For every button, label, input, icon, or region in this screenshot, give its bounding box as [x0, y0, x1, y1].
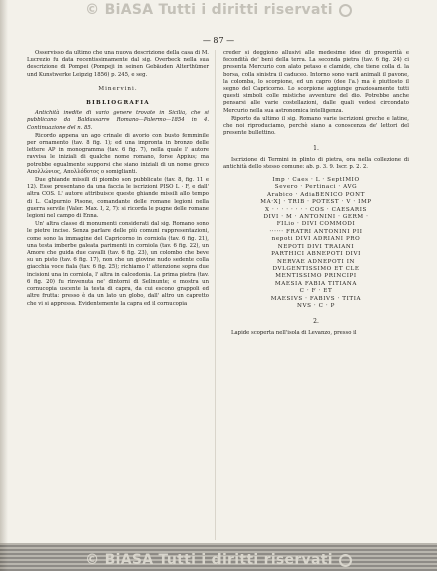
inscription-line: Arabico · AdiaBENICO PONT: [267, 191, 365, 198]
inscription-line: NVS · C · P: [296, 302, 336, 309]
page-edge-shadow: [0, 0, 8, 571]
inscription-number: 2.: [313, 318, 319, 326]
watermark-bottom: [0, 552, 437, 568]
column-divider: [215, 50, 216, 540]
paragraph: Lapide scoperta nell'isola di Levanzo, presso il: [231, 329, 357, 336]
inscription-line: MENTISSIMO PRINCIPI: [275, 273, 357, 280]
inscription-block: [223, 177, 409, 310]
paragraph: Osservisso da ultimo che una nuova descrizione della casa di M. Lucrezio fu data recentissimamente dal sig. Overbeck nella sua descrizione di Pompei (Pompeji in seinen Gebäuden Alterthümer und Kunstwerke Leipzig 1856) p. 245, e seg.: [27, 50, 209, 78]
watermark-seal-icon: [339, 554, 352, 567]
watermark-top: [0, 2, 437, 18]
inscription-line: Imp · Caes · L · SeptIMIO: [272, 177, 360, 184]
inscription-line: nepoti DIVI ADRIANI PRO: [271, 236, 361, 243]
inscription-number: 1.: [313, 145, 319, 153]
inscription-line: ······ FRATRI ANTONINI PII: [269, 228, 363, 235]
inscription-line: MAESIA FABIA TITIANA: [274, 280, 358, 287]
inscription-line: X · · · · · · · · COS · CAESARIS: [265, 206, 367, 213]
inscription-line: DIVI · M · ANTONINI · GERM ·: [263, 214, 369, 221]
inscription-line: PARTHICI ABNEPOTI DIVI: [271, 251, 361, 258]
section-title: BIBLIOGRAFIA: [86, 100, 150, 107]
paragraph: creder si deggiono allusivi alle medesime idee di prosperità e fecondità de' beni della terra. La seconda pietra (tav. 6 fig. 24) ci presenta Mercurio con alato petaso e clamide, che tiene colla d. la borsa, colla sinistra il caduceo. Intorno sono varii animali il pavone, la colomba, lo scorpione, ed un capro (dee l'a.) ma è piuttosto il segno del Capricorno. Lo scorpione aggiunge graziosamente tutti questi simboli colle mistiche avventure del dio. Potrebbe anche pensarsi alle varie costellazioni, dalle quali vedesi circondato Mercurio nella sua astronomica intelligenza.: [223, 50, 409, 114]
paragraph: Un' altra classe di monumenti considerati dal sig. Romano sono le pietre incise. Senza parlare delle più comuni rappresentazioni, come sono la immagine del Capricorno in corniola (tav. 6 fig. 21), una testa imberbe galeata parimenti in corniola (tav. 6 fig. 22), un Amore che guida due cavalli (tav. 6 fig. 23), un colombo che beve su un pisto (tav. 6 fig. 17), non che un giovine nudo sedente colla giacchia voce fiala (tav. 6 fig. 25); richiamo l' attenzione sopra due incisioni una in corniola, l' altra in calcedonia. La prima pietra (tav. 6 fig. 20) fu rinvenuta ne' dintorni di Selinunte; e mostra un cornucopia uscente la testa di capra, da cui escono grappoli ed altre frutta: presso è da un lato un globo, dall' altro un capretto che vi si appressa. Evidentemente la capra ed il cornucopia: [27, 221, 209, 307]
paragraph: Due ghiande missili di piombo son pubblicate (tav. 8, fig. 11 e 12). Esse presentano da una faccia le iscrizioni PISO L · F, e dall' altra COS. L' autore attribuisce queste ghiande missili allo tempo di L. Calpurnio Pisone, comandante delle romane legioni nella guerra servile (Valer. Max. I, 2, 7): si ricorda le pugne delle romane legioni nel campo di Enna.: [27, 177, 209, 220]
inscription-line: DVLGENTISSIMO ET CLE: [272, 265, 360, 272]
page-number: — 87 —: [202, 36, 235, 45]
watermark-text: © BiASA Tutti i diritti riservati: [85, 552, 333, 568]
signature: Minervini.: [98, 85, 138, 92]
paragraph: Ricordo appena un ago crinale di avorio con busto femminile per ornamento (tav. 8 fig. 1); ed una impronta in bronzo delle lettere AP in monogramma (tav. 6 fig. 7), nella quale l' autore ravvisa le iniziali di qualche nome romano, forse Appius; ma potrebbe egualmente supporsi che siano iniziali di un nome greco Απολλώνιος, Απολλόδοτος o somiglianti.: [27, 132, 209, 175]
watermark-seal-icon: [339, 4, 352, 17]
inscription-line: C · F · ET: [299, 288, 333, 295]
left-column: [27, 50, 209, 309]
inscription-line: FILio · DIVI COMMODI: [276, 221, 356, 228]
paragraph: Iscrizione di Termini in plinto di pietra, ora nella collezione di antichità dello stesso comune: ab. p. 3. 9. Iscr. p. 2. 2.: [223, 156, 409, 170]
paragraph: Riporto da ultimo il sig. Romano varie iscrizioni greche e latine, che noi riproduciamo, perchè siano a conoscenza de' lettori del presente bullettino.: [223, 115, 409, 137]
right-column: [223, 50, 409, 338]
inscription-line: Severo · Pertinaci · AVG: [274, 184, 358, 191]
inscription-line: MA·X] · TRIB · POTEST · V · IMP: [260, 199, 372, 206]
bibliography-entry: Antichità inedite di vario genere trovate in Sicilia, che si pubblicano da Baldassarre Romano—Palermo—1854 in 4. Continuazione del n. 85.: [27, 110, 209, 131]
watermark-text: © BiASA Tutti i diritti riservati: [85, 2, 333, 18]
inscription-line: MAESIVS · FABIVS · TITIA: [270, 295, 362, 302]
inscription-line: NEPOTI DIVI TRAIANI: [277, 243, 355, 250]
inscription-line: NERVAE ADNEPOTI IN: [276, 258, 356, 265]
